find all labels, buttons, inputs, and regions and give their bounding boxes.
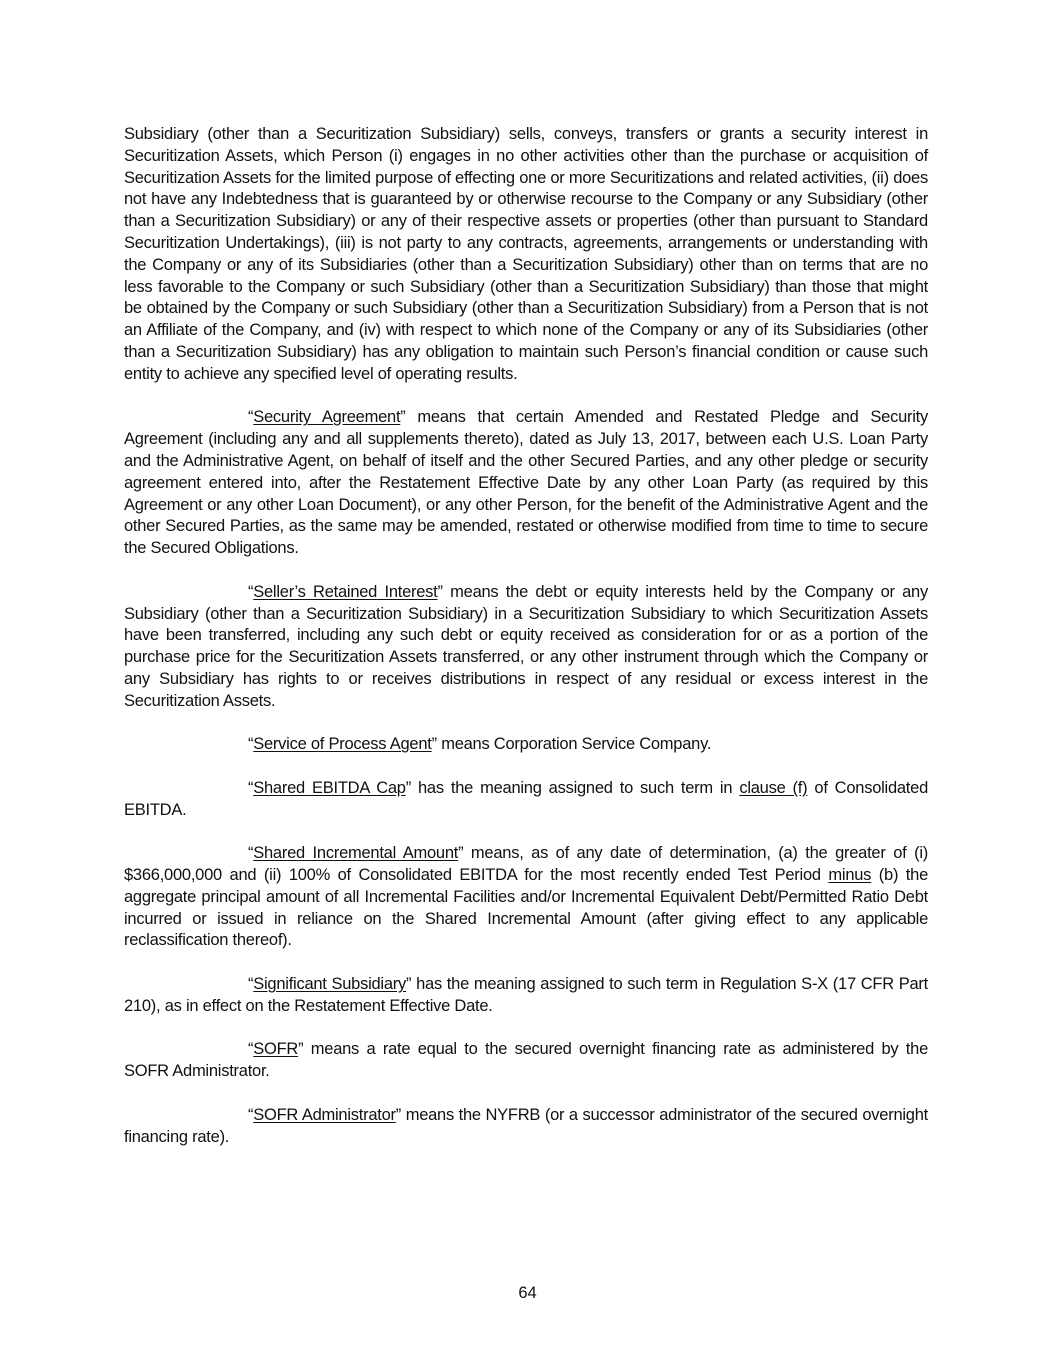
definition-body-end: of Consolidated EBITDA.	[124, 778, 928, 819]
open-quote: “	[248, 1040, 254, 1059]
definition-body: means Corporation Service Company.	[436, 735, 712, 754]
defined-term: SOFR	[253, 1040, 299, 1059]
definition-sofr	[124, 1039, 928, 1083]
open-quote: “	[248, 408, 254, 427]
close-quote: ”	[406, 975, 412, 994]
open-quote: “	[248, 1105, 254, 1124]
close-quote: ”	[458, 844, 464, 863]
defined-term: Seller’s Retained Interest	[253, 582, 438, 601]
close-quote: ”	[400, 408, 406, 427]
open-quote: “	[248, 844, 254, 863]
defined-term: Shared Incremental Amount	[253, 844, 459, 863]
page-number: 64	[518, 1284, 537, 1302]
definition-body: means the NYFRB (or a successor administrator of the secured overnight financing rate).	[124, 1105, 928, 1146]
definition-shared-incremental-amount	[124, 843, 928, 952]
continuation-paragraph: Subsidiary (other than a Securitization Subsidiary) sells, conveys, transfers or grants a security interest in Securitization Assets, which Person (i) engages in no other activities other than the purchase or acquisition of Securitization Assets for the limited purpose of effecting one or more Securitizations and related activities, (ii) does not have any Indebtedness that is guaranteed by or otherwise recourse to the Company or any Subsidiary (other than a Securitization Subsidiary) or any of their respective assets or properties (other than pursuant to Standard Securitization Undertakings), (iii) is not party to any contracts, agreements, arrangements or understanding with the Company or any of its Subsidiaries (other than a Securitization Subsidiary) other than on terms that are no less favorable to the Company or such Subsidiary (other than a Securitization Subsidiary) than those that might be obtained by the Company or such Subsidiary (other than a Securitization Subsidiary) from a Person that is not an Affiliate of the Company, and (iv) with respect to which none of the Company or any of its Subsidiaries (other than a Securitization Subsidiary) has any obligation to maintain such Person’s financial condition or cause such entity to achieve any specified level of operating results.	[124, 125, 928, 383]
defined-term: SOFR Administrator	[253, 1105, 396, 1124]
definition-shared-ebitda-cap	[124, 778, 928, 822]
definition-service-of-process-agent	[124, 734, 928, 756]
definition-sellers-retained-interest	[124, 582, 928, 713]
definition-body: has the meaning assigned to such term in	[410, 778, 740, 797]
definition-body: has the meaning assigned to such term in Regulation S-X (17 CFR Part 210), as in effect on the Restatement Effective Date.	[124, 975, 928, 1015]
close-quote: ”	[437, 582, 443, 601]
definition-security-agreement	[124, 407, 928, 560]
definition-body: means that certain Amended and Restated Pledge and Security Agreement (including any and all supplements thereto), dated as July 13, 2017, between each U.S. Loan Party and the Administrative Agent, on behalf of itself and the other Secured Parties, and any other pledge or security agreement entered into, after the Restatement Effective Date by any other Loan Party (as required by this Agreement or any other Loan Document), or any other Person, for the benefit of the Administrative Agent and the other Secured Parties, as the same may be amended, restated or otherwise modified from time to time to secure the Secured Obligations.	[124, 408, 928, 558]
close-quote: ”	[431, 735, 437, 754]
defined-term: Security Agreement	[253, 408, 401, 427]
close-quote: ”	[395, 1105, 402, 1124]
definition-body-end: (b) the aggregate principal amount of all Incremental Facilities and/or Incremental Equivalent Debt/Permitted Ratio Debt incurred or issued in reliance on the Shared Incremental Amount (after giving effect to any applicable reclassification thereof).	[124, 866, 928, 950]
open-quote: “	[248, 975, 254, 994]
minus-term: minus	[828, 866, 872, 885]
close-quote: ”	[405, 778, 411, 797]
clause-reference: clause (f)	[739, 778, 808, 797]
open-quote: “	[248, 582, 254, 601]
document-page	[124, 124, 928, 1170]
definition-body: means, as of any date of determination, (a) the greater of (i) $366,000,000 and (ii) 100% of Consolidated EBITDA for the most recently ended Test Period	[124, 844, 928, 885]
defined-term: Shared EBITDA Cap	[253, 778, 406, 797]
close-quote: ”	[298, 1040, 304, 1059]
definition-body: means a rate equal to the secured overnight financing rate as administered by the SOFR Administrator.	[124, 1040, 928, 1081]
definition-body: means the debt or equity interests held by the Company or any Subsidiary (other than a Securitization Subsidiary) in a Securitization Subsidiary to which Securitization Assets have been transferred, including any such debt or equity received as consideration for or as a portion of the purchase price for the Securitization Assets transferred, or any other instrument through which the Company or any Subsidiary has rights to or receives distributions in respect of any residual or excess interest in the Securitization Assets.	[124, 582, 928, 710]
defined-term: Service of Process Agent	[253, 735, 432, 754]
definition-significant-subsidiary	[124, 974, 928, 1018]
open-quote: “	[248, 735, 254, 754]
open-quote: “	[248, 778, 254, 797]
definition-sofr-administrator	[124, 1105, 928, 1149]
defined-term: Significant Subsidiary	[253, 975, 407, 994]
